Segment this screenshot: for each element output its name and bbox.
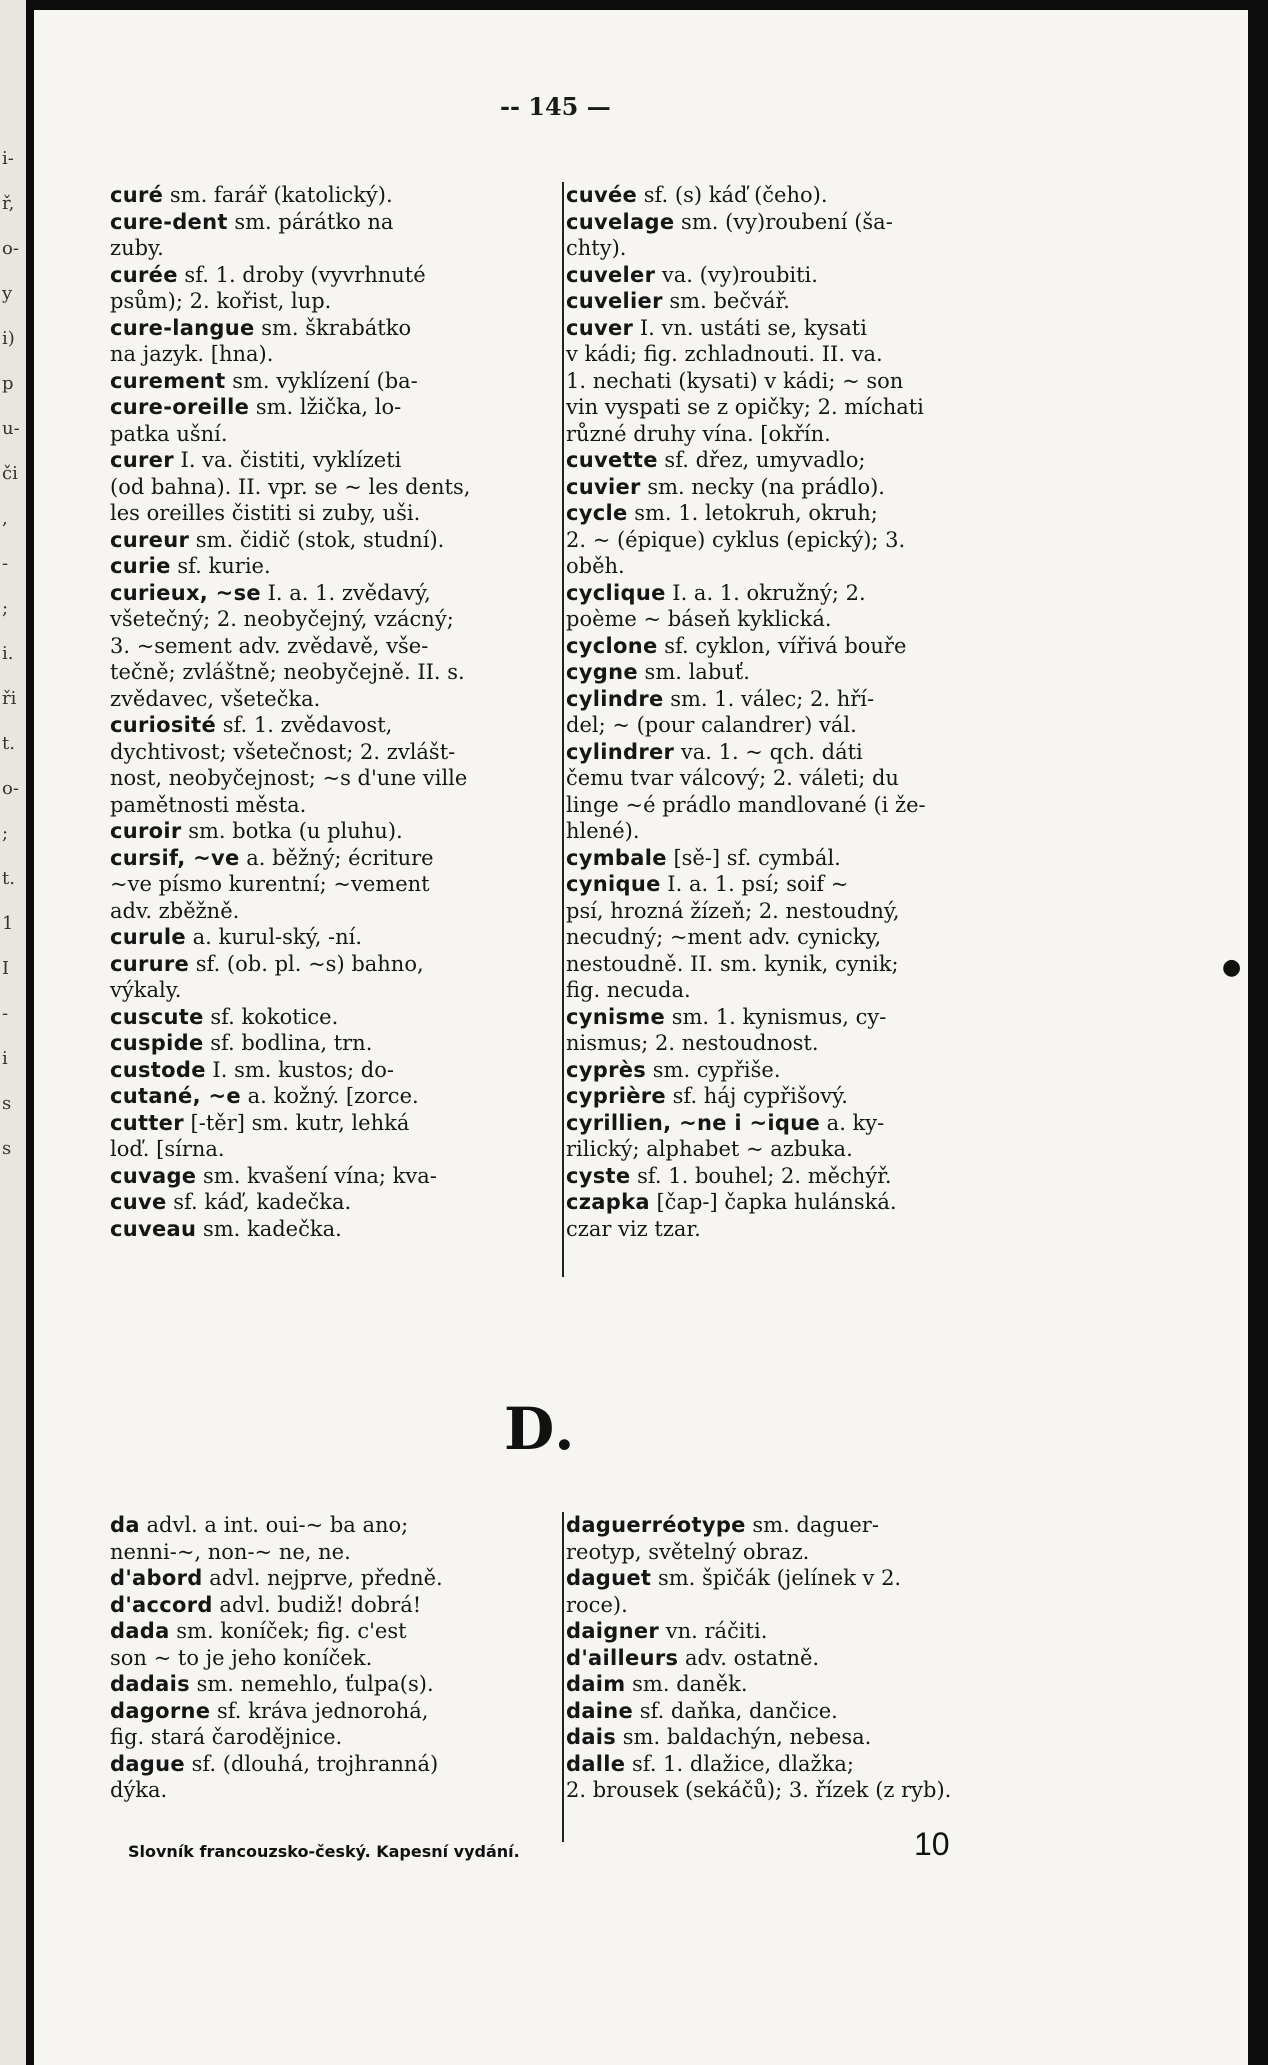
dictionary-line: cuveau sm. kadečka. [110, 1216, 342, 1241]
dictionary-line: různé druhy vína. [okřín. [566, 421, 831, 446]
left-column-bottom [110, 1512, 586, 1804]
column-divider-bottom [562, 1512, 564, 1842]
dictionary-line: cutané, ~e a. kožný. [zorce. [110, 1084, 419, 1108]
margin-dot-icon: ● [1222, 955, 1242, 980]
dictionary-line: nost, neobyčejnost; ~s d'une ville [110, 766, 468, 790]
dictionary-line: necudný; ~ment adv. cynicky, [566, 925, 882, 949]
dictionary-line: čemu tvar válcový; 2. váleti; du [566, 766, 899, 790]
margin-fragment: či [2, 463, 18, 484]
dictionary-line: (od bahna). II. vpr. se ~ les dents, [110, 474, 471, 499]
dictionary-line: curée sf. 1. droby (vyvrhnuté [110, 262, 426, 287]
dictionary-line: czapka [čap-] čapka hulánská. [566, 1190, 897, 1214]
dictionary-line: curé sm. farář (katolický). [110, 183, 393, 207]
dictionary-line: d'ailleurs adv. ostatně. [566, 1645, 820, 1670]
margin-fragment: i. [2, 643, 14, 664]
dictionary-line: oběh. [566, 554, 625, 578]
margin-fragment: ř, [2, 193, 15, 214]
dictionary-line: cylindrer va. 1. ~ qch. dáti [566, 739, 863, 764]
dictionary-line: linge ~é prádlo mandlované (i že- [566, 792, 926, 817]
dictionary-line: cyclique I. a. 1. okružný; 2. [566, 580, 866, 605]
dictionary-line: reotyp, světelný obraz. [566, 1539, 810, 1564]
dictionary-line: cuspide sf. bodlina, trn. [110, 1031, 373, 1055]
dictionary-line: loď. [sírna. [110, 1137, 225, 1161]
dictionary-line: chty). [566, 236, 627, 260]
dictionary-line: poème ~ báseň kyklická. [566, 607, 832, 631]
dictionary-line: fig. necuda. [566, 978, 691, 1002]
dictionary-line: psům); 2. kořist, lup. [110, 289, 332, 313]
dictionary-line: del; ~ (pour calandrer) vál. [566, 713, 857, 737]
dictionary-line: cygne sm. labuť. [566, 660, 750, 684]
margin-fragment: p [2, 373, 14, 394]
dictionary-line: 2. brousek (sekáčů); 3. řízek (z ryb). [566, 1778, 952, 1802]
left-column-top [110, 182, 586, 1242]
dictionary-line: pamětnosti města. [110, 792, 307, 817]
page-number: -- 145 — [500, 92, 611, 121]
margin-fragment: o- [2, 238, 19, 259]
margin-fragment: t. [2, 868, 15, 889]
dictionary-line: cuveler va. (vy)roubiti. [566, 262, 818, 287]
adjacent-page-strip [0, 0, 26, 2065]
dictionary-line: cuvelier sm. bečvář. [566, 289, 790, 313]
dictionary-line: cyprière sf. háj cypřišový. [566, 1084, 848, 1108]
margin-fragment: i [2, 1048, 8, 1069]
margin-fragment: ři [2, 688, 17, 709]
dictionary-line: tečně; zvláštně; neobyčejně. II. s. [110, 660, 465, 684]
dictionary-line: ~ve písmo kurentní; ~vement [110, 872, 430, 896]
margin-fragment: i) [2, 328, 15, 349]
dictionary-line: dada sm. koníček; fig. c'est [110, 1619, 407, 1643]
dictionary-line: cuscute sf. kokotice. [110, 1004, 339, 1029]
dictionary-line: cuver I. vn. ustáti se, kysati [566, 315, 867, 340]
dictionary-line: cuvée sf. (s) káď (čeho). [566, 183, 828, 207]
dictionary-line: d'abord advl. nejprve, předně. [110, 1566, 443, 1590]
dictionary-line: nismus; 2. nestoudnost. [566, 1031, 819, 1055]
margin-fragment: o- [2, 778, 19, 799]
dictionary-line: dais sm. baldachýn, nebesa. [566, 1725, 872, 1749]
dictionary-line: cyclone sf. cyklon, vířivá bouře [566, 633, 907, 658]
margin-fragment: u- [2, 418, 20, 439]
dictionary-line: daine sf. daňka, dančice. [566, 1698, 838, 1723]
column-divider-top [562, 182, 564, 1277]
dictionary-line: zvědavec, všetečka. [110, 686, 321, 711]
margin-fragment: ; [2, 823, 9, 844]
dictionary-line: nestoudně. II. sm. kynik, cynik; [566, 951, 899, 976]
dictionary-line: curure sf. (ob. pl. ~s) bahno, [110, 951, 424, 976]
dictionary-line: rilický; alphabet ~ azbuka. [566, 1137, 853, 1161]
dictionary-line: výkaly. [110, 978, 182, 1002]
dictionary-line: 3. ~sement adv. zvědavě, vše- [110, 633, 429, 658]
dictionary-line: na jazyk. [hna). [110, 342, 274, 366]
dictionary-line: czar viz tzar. [566, 1216, 701, 1241]
dictionary-line: roce). [566, 1592, 628, 1617]
dictionary-line: dychtivost; všetečnost; 2. zvlášt- [110, 739, 456, 764]
dictionary-line: cuvette sf. dřez, umyvadlo; [566, 448, 866, 472]
dictionary-line: daguerréotype sm. daguer- [566, 1513, 879, 1537]
margin-fragment: i- [2, 148, 14, 169]
margin-fragment: - [2, 553, 9, 574]
dictionary-line: cyste sf. 1. bouhel; 2. měchýř. [566, 1163, 892, 1188]
dictionary-line: hlené). [566, 819, 640, 843]
dictionary-line: cymbale [sě-] sf. cymbál. [566, 845, 841, 870]
dictionary-line: curoir sm. botka (u pluhu). [110, 819, 403, 843]
dictionary-line: vin vyspati se z opičky; 2. míchati [566, 395, 924, 419]
margin-fragment: 1 [2, 913, 14, 934]
dictionary-line: cure-oreille sm. lžička, lo- [110, 395, 402, 419]
dictionary-line: daguet sm. špičák (jelínek v 2. [566, 1566, 902, 1590]
dictionary-line: 1. nechati (kysati) v kádi; ~ son [566, 368, 904, 393]
dictionary-line: nenni-~, non-~ ne, ne. [110, 1539, 351, 1564]
dictionary-line: cureur sm. čidič (stok, studní). [110, 527, 445, 552]
margin-fragment: , [2, 508, 8, 529]
right-column-top [566, 182, 1096, 1242]
dictionary-line: cursif, ~ve a. běžný; écriture [110, 845, 434, 870]
dictionary-line: daigner vn. ráčiti. [566, 1619, 768, 1643]
dictionary-line: curie sf. kurie. [110, 554, 271, 578]
dictionary-line: dagorne sf. kráva jednorohá, [110, 1698, 429, 1723]
dictionary-line: custode I. sm. kustos; do- [110, 1057, 394, 1082]
margin-fragment: ; [2, 598, 9, 619]
dictionary-line: cynisme sm. 1. kynismus, cy- [566, 1004, 887, 1029]
dictionary-page [34, 10, 1248, 2065]
margin-fragment: y [2, 283, 13, 304]
dictionary-line: curieux, ~se I. a. 1. zvědavý, [110, 580, 431, 605]
dictionary-line: všetečný; 2. neobyčejný, vzácný; [110, 607, 454, 631]
dictionary-line: cure-dent sm. párátko na [110, 209, 394, 234]
dictionary-line: cynique I. a. 1. psí; soif ~ [566, 872, 849, 896]
dictionary-line: dadais sm. nemehlo, ťulpa(s). [110, 1672, 434, 1696]
page-number-value: 145 [528, 92, 579, 121]
dictionary-line: curement sm. vyklízení (ba- [110, 368, 418, 393]
dictionary-line: cutter [-těr] sm. kutr, lehká [110, 1110, 410, 1135]
dictionary-line: cycle sm. 1. letokruh, okruh; [566, 501, 878, 525]
footer-title: Slovník francouzsko-český. Kapesní vydání. [128, 1842, 520, 1861]
scan-top-edge [34, 0, 1268, 8]
dictionary-line: cuvage sm. kvašení vína; kva- [110, 1163, 437, 1188]
dictionary-line: daim sm. daněk. [566, 1672, 748, 1696]
dictionary-line: cuvelage sm. (vy)roubení (ša- [566, 209, 893, 234]
dictionary-line: son ~ to je jeho koníček. [110, 1645, 373, 1670]
dictionary-line: cylindre sm. 1. válec; 2. hří- [566, 686, 875, 711]
section-letter: D. [504, 1395, 577, 1463]
margin-fragment: s [2, 1138, 12, 1159]
dictionary-line: da advl. a int. oui-~ ba ano; [110, 1513, 409, 1537]
dictionary-line: cyprès sm. cypřiše. [566, 1057, 781, 1082]
dictionary-line: curule a. kurul-ský, -ní. [110, 925, 363, 949]
dictionary-line: cyrillien, ~ne i ~ique a. ky- [566, 1110, 885, 1135]
margin-fragment: - [2, 1003, 9, 1024]
dictionary-line: dalle sf. 1. dlažice, dlažka; [566, 1751, 854, 1776]
dictionary-line: curiosité sf. 1. zvědavost, [110, 713, 393, 737]
margin-fragment: I [2, 958, 10, 979]
dictionary-line: les oreilles čistiti si zuby, uši. [110, 501, 421, 525]
signature-mark: 10 [914, 1826, 950, 1862]
dictionary-line: psí, hrozná žízeň; 2. nestoudný, [566, 898, 900, 923]
dictionary-line: cure-langue sm. škrabátko [110, 315, 412, 340]
dictionary-line: curer I. va. čistiti, vyklízeti [110, 448, 402, 472]
dictionary-line: dague sf. (dlouhá, trojhranná) [110, 1751, 439, 1776]
dictionary-line: cuvier sm. necky (na prádlo). [566, 474, 885, 499]
margin-fragment: t. [2, 733, 15, 754]
dictionary-line: 2. ~ (épique) cyklus (epický); 3. [566, 527, 906, 552]
dictionary-line: fig. stará čarodějnice. [110, 1725, 343, 1749]
dictionary-line: zuby. [110, 236, 164, 260]
right-column-bottom [566, 1512, 1096, 1804]
margin-fragment: s [2, 1093, 12, 1114]
dictionary-line: dýka. [110, 1778, 168, 1802]
dictionary-line: adv. zběžně. [110, 898, 240, 923]
dictionary-line: patka ušní. [110, 421, 228, 446]
dictionary-line: cuve sf. káď, kadečka. [110, 1190, 352, 1214]
dictionary-line: v kádi; fig. zchladnouti. II. va. [566, 342, 883, 366]
dictionary-line: d'accord advl. budiž! dobrá! [110, 1592, 422, 1617]
